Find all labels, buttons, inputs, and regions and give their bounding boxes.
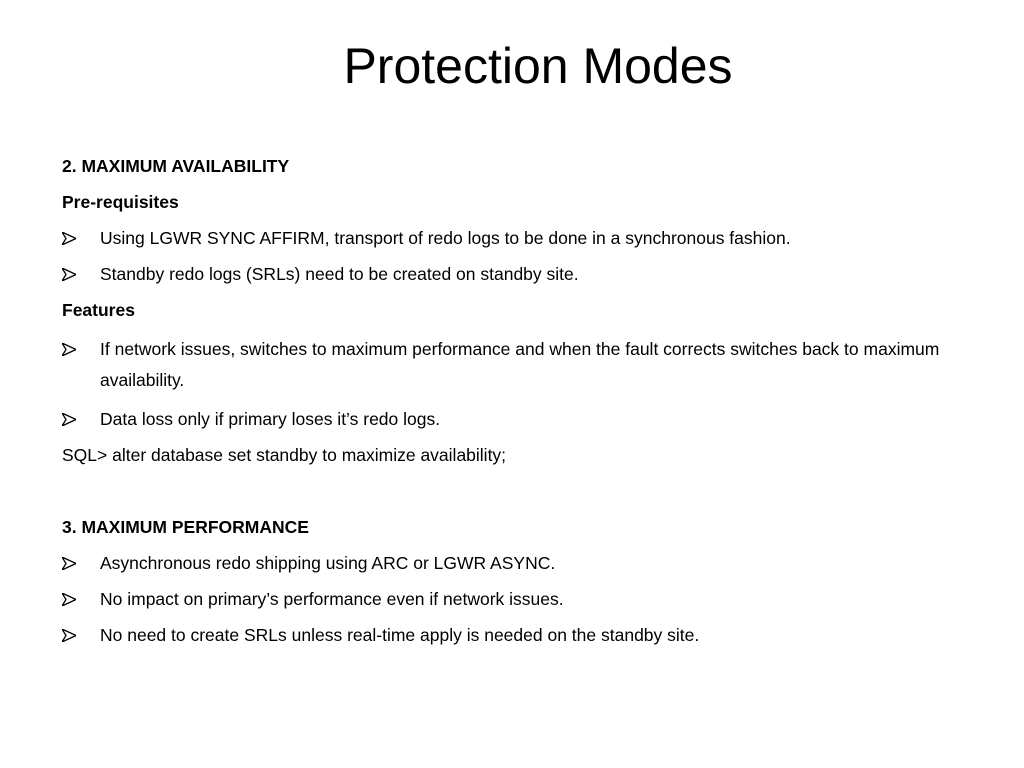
sql-command: SQL> alter database set standby to maximize availability; (62, 445, 507, 465)
arrowhead-bullet-icon (62, 262, 78, 287)
arrowhead-bullet-icon (62, 407, 78, 432)
bullet-item (62, 334, 982, 396)
bullet-item (62, 587, 982, 612)
arrowhead-bullet-icon (62, 587, 78, 612)
arrowhead-bullet-icon (62, 334, 78, 365)
bullet-text: Standby redo logs (SRLs) need to be created on standby site. (100, 264, 579, 284)
bullet-text: If network issues, switches to maximum performance and when the fault corrects switches back to maximum availability. (100, 339, 940, 390)
arrowhead-bullet-icon (62, 623, 78, 648)
section-heading-max-availability: 2. MAXIMUM AVAILABILITY (62, 156, 290, 176)
bullet-item (62, 262, 982, 287)
bullet-item (62, 226, 982, 251)
bullet-text: Using LGWR SYNC AFFIRM, transport of redo logs to be done in a synchronous fashion. (100, 228, 791, 248)
bullet-item (62, 623, 982, 648)
bullet-text: Data loss only if primary loses it’s redo logs. (100, 409, 441, 429)
bullet-item (62, 551, 982, 576)
bullet-text: Asynchronous redo shipping using ARC or LGWR ASYNC. (100, 553, 556, 573)
blank-line (62, 479, 982, 504)
arrowhead-bullet-icon (62, 551, 78, 576)
bullet-text: No impact on primary’s performance even if network issues. (100, 589, 564, 609)
prerequisites-heading: Pre-requisites (62, 192, 179, 212)
arrowhead-bullet-icon (62, 226, 78, 251)
bullet-item (62, 407, 982, 432)
section-heading-max-performance: 3. MAXIMUM PERFORMANCE (62, 517, 309, 537)
bullet-text: No need to create SRLs unless real-time apply is needed on the standby site. (100, 625, 700, 645)
slide-title: Protection Modes (343, 38, 733, 94)
features-heading: Features (62, 300, 135, 320)
slide-body (62, 154, 982, 659)
